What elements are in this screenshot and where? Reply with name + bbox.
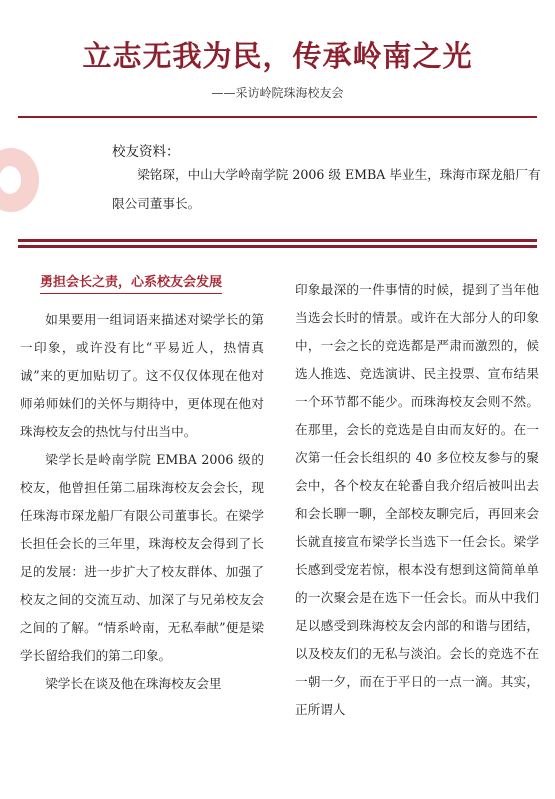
paragraph: 印象最深的一件事情的时候，提到了当年他当选会长时的情景。或许在大部分人的印象中，一会之长的竞选都是严肃而激烈的，候选人推选、竞选演讲、民主投票、宣布结果一个环节都不能少。而珠海校友会则不然。在那里，会长的竞选是自由而友好的。在一次第一任会长组织的 40 多位校友参与的聚会中，各个校友在轮番自我介绍后被叫出去和会长聊一聊，全部校友聊完后，再回来会长就直接宣布梁学长当选下一任会长。梁学长感到受宠若惊，根本没有想到这简简单单的一次聚会是在选下一任会长。而从中我们足以感受到珠海校友会内部的和谐与团结，以及校友们的无私与淡泊。会长的竞选不在一朝一夕，而在于平日的一点一滴。其实，正所谓人 [295,282,539,717]
section-heading: 勇担会长之责，心系校友会发展 [40,273,222,294]
paragraph: 梁学长是岭南学院 EMBA 2006 级的校友，他曾担任第二届珠海校友会会长，现任珠海市琛龙船厂有限公司董事长。在梁学长担任会长的三年里，珠海校友会得到了长足的发展：进一步扩大了校友群体、加强了校友之间的交流互动、加深了与兄弟校友会之间的了解。“情系岭南，无私奉献”便是梁学长留给我们的第二印象。 [20,452,264,663]
decorative-circle [0,148,39,212]
article-title: 立志无我为民，传承岭南之光 [82,39,473,73]
article-subtitle: ——采访岭院珠海校友会 [211,86,344,100]
top-divider [18,116,537,118]
paragraph: 梁学长在谈及他在珠海校友会里 [45,676,222,691]
profile-label: 校友资料： [112,144,180,160]
double-divider [18,239,537,248]
paragraph: 如果要用一组词语来描述对梁学长的第一印象，或许没有比“平易近人，热情真诚”来的更加贴切了。这不仅仅体现在他对师弟师妹们的关怀与期待中，更体现在他对珠海校友会的热忱与付出当中。 [20,312,264,439]
left-column [20,268,264,799]
right-column [295,276,539,799]
profile-text: 梁铭琛，中山大学岭南学院 2006 级 EMBA 毕业生，珠海市琛龙船厂有限公司董事长。 [112,167,541,211]
